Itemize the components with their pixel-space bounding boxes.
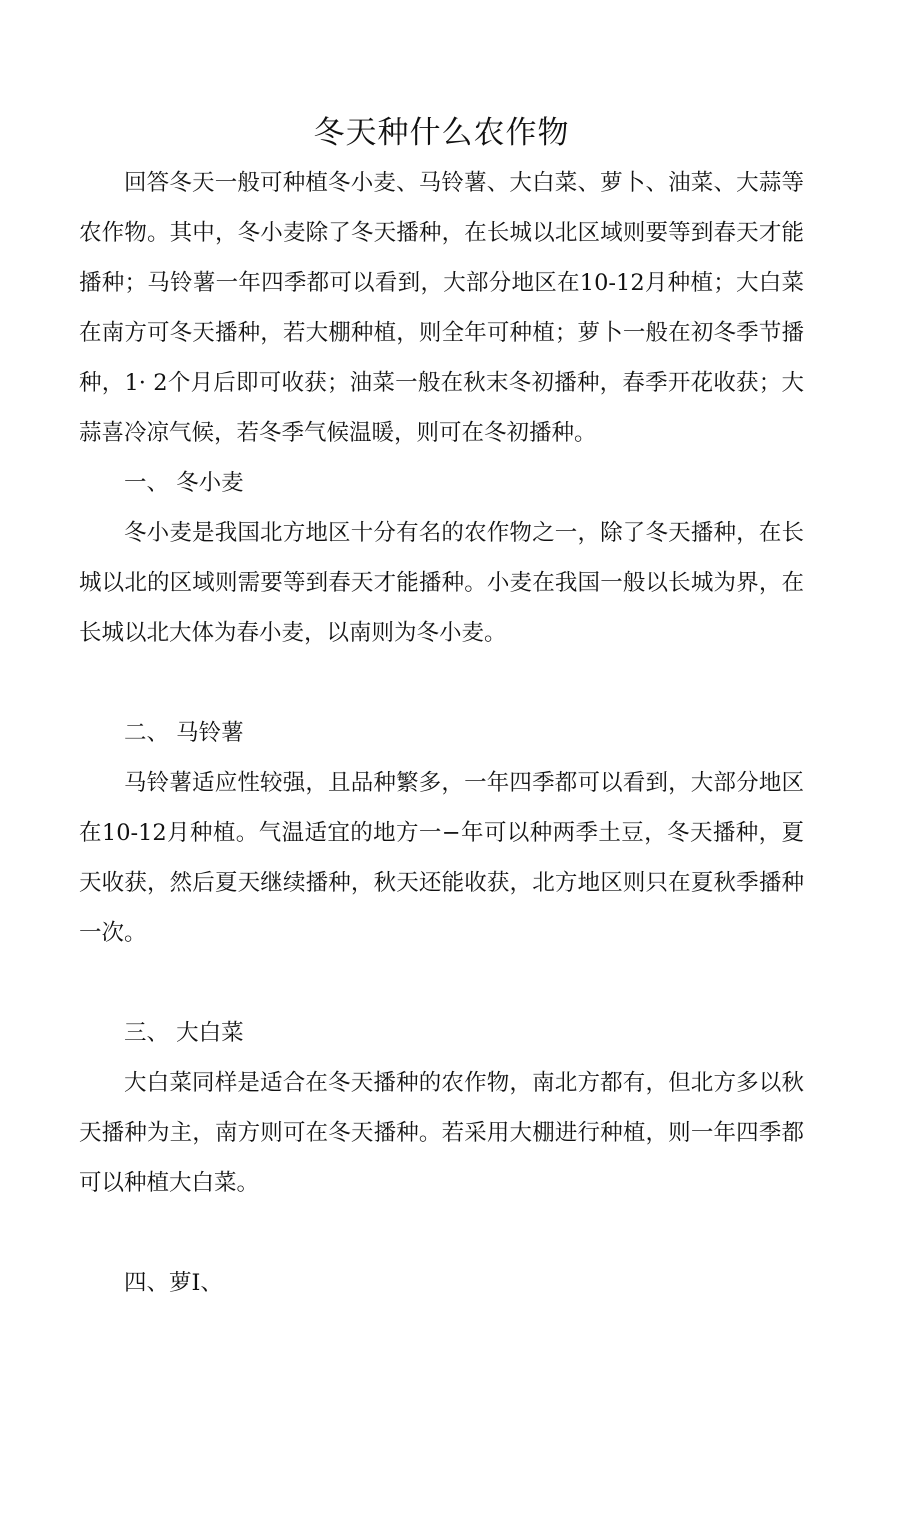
- document-content: [79, 108, 804, 1308]
- section-spacer: [79, 658, 804, 708]
- section-heading-chinese-cabbage: 三、 大白菜: [124, 1020, 244, 1046]
- intro-paragraph: 回答冬天一般可种植冬小麦、马铃薯、大白菜、萝卜、油菜、大蒜等农作物。其中，冬小麦除了冬天播种，在长城以北区域则要等到春天才能播种；马铃薯一年四季都可以看到，大部分地区在10-12月种植；大白菜在南方可冬天播种，若大棚种植，则全年可种植；萝卜一般在初冬季节播种，1· 2个月后即可收获；油菜一般在秋末冬初播种，春季开花收获；大蒜喜冷凉气候，若冬季气候温暖，则可在冬初播种。: [79, 170, 804, 446]
- section-heading-winter-wheat: 一、 冬小麦: [124, 470, 244, 496]
- section-body-winter-wheat: 冬小麦是我国北方地区十分有名的农作物之一，除了冬天播种，在长城以北的区域则需要等到春天才能播种。小麦在我国一般以长城为界，在长城以北大体为春小麦，以南则为冬小麦。: [79, 520, 804, 646]
- section-heading-potato: 二、 马铃薯: [124, 720, 244, 746]
- section-spacer: [79, 958, 804, 1008]
- document-title: 冬天种什么农作物: [313, 115, 570, 151]
- section-body-chinese-cabbage: 大白菜同样是适合在冬天播种的农作物，南北方都有，但北方多以秋天播种为主，南方则可在冬天播种。若采用大棚进行种植，则一年四季都可以种植大白菜。: [79, 1070, 804, 1196]
- section-body-potato: 马铃薯适应性较强，且品种繁多，一年四季都可以看到，大部分地区在10-12月种植。气温适宜的地方一−年可以种两季土豆，冬天播种，夏天收获，然后夏天继续播种，秋天还能收获，北方地区则只在夏秋季播种一次。: [79, 770, 804, 946]
- section-spacer: [79, 1208, 804, 1258]
- section-heading-radish: 四、萝I、: [124, 1270, 223, 1296]
